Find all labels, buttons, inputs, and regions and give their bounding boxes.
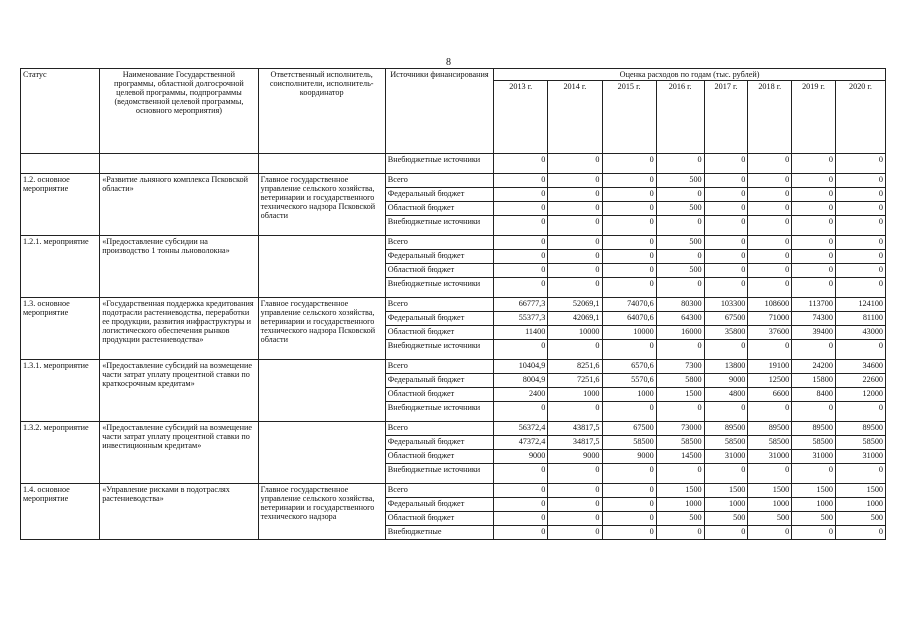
amount-cell: 43000 (835, 326, 885, 340)
amount-cell: 0 (835, 174, 885, 188)
funding-source-cell: Всего (385, 236, 493, 250)
amount-cell: 0 (494, 526, 548, 540)
table-row (21, 298, 886, 312)
amount-cell: 0 (494, 174, 548, 188)
amount-cell: 0 (748, 154, 792, 174)
amount-cell: 22600 (835, 374, 885, 388)
amount-cell: 0 (748, 264, 792, 278)
amount-cell: 89500 (704, 422, 748, 436)
amount-cell: 0 (602, 250, 656, 264)
amount-cell: 0 (748, 402, 792, 422)
amount-cell: 58500 (602, 436, 656, 450)
funding-source-cell: Всего (385, 484, 493, 498)
amount-cell: 0 (748, 188, 792, 202)
amount-cell: 89500 (792, 422, 836, 436)
amount-cell: 64300 (656, 312, 704, 326)
amount-cell: 0 (835, 340, 885, 360)
amount-cell: 16000 (656, 326, 704, 340)
amount-cell: 31000 (835, 450, 885, 464)
amount-cell: 0 (494, 250, 548, 264)
amount-cell: 0 (548, 512, 602, 526)
amount-cell: 9000 (704, 374, 748, 388)
amount-cell: 67500 (704, 312, 748, 326)
amount-cell: 34817,5 (548, 436, 602, 450)
funding-source-cell: Областной бюджет (385, 326, 493, 340)
amount-cell: 0 (704, 250, 748, 264)
amount-cell: 89500 (748, 422, 792, 436)
amount-cell: 89500 (835, 422, 885, 436)
status-cell: 1.3.1. мероприятие (21, 360, 100, 422)
amount-cell: 0 (656, 526, 704, 540)
amount-cell: 35800 (704, 326, 748, 340)
amount-cell: 0 (704, 264, 748, 278)
amount-cell: 0 (548, 250, 602, 264)
amount-cell: 0 (835, 236, 885, 250)
amount-cell: 0 (656, 278, 704, 298)
amount-cell: 500 (656, 264, 704, 278)
amount-cell: 0 (792, 464, 836, 484)
amount-cell: 0 (548, 188, 602, 202)
page-number: 8 (446, 57, 451, 68)
amount-cell: 0 (748, 202, 792, 216)
amount-cell: 66777,3 (494, 298, 548, 312)
header-year: 2013 г. (494, 81, 548, 154)
amount-cell: 0 (602, 340, 656, 360)
amount-cell: 0 (656, 216, 704, 236)
funding-source-cell: Федеральный бюджет (385, 498, 493, 512)
amount-cell: 1500 (656, 484, 704, 498)
funding-source-cell: Внебюджетные источники (385, 340, 493, 360)
amount-cell: 0 (602, 236, 656, 250)
funding-source-cell: Федеральный бюджет (385, 188, 493, 202)
amount-cell: 8004,9 (494, 374, 548, 388)
amount-cell: 0 (748, 236, 792, 250)
amount-cell: 55377,3 (494, 312, 548, 326)
program-name-cell: «Предоставление субсидий на возмещение части затрат уплату процентной ставки по краткосрочным кредитам» (100, 360, 258, 422)
amount-cell: 0 (835, 278, 885, 298)
table-row (21, 422, 886, 436)
amount-cell: 0 (602, 402, 656, 422)
program-name-cell: «Предоставление субсидий на возмещение части затрат уплату процентной ставки по инвестиционным кредитам» (100, 422, 258, 484)
amount-cell: 0 (602, 174, 656, 188)
amount-cell: 6600 (748, 388, 792, 402)
amount-cell: 0 (602, 264, 656, 278)
program-name-cell: «Государственная поддержка кредитования подотрасли растениеводства, переработки ее продукции, развития инфраструктуры и логистического обеспечения рынков продукции растениеводства» (100, 298, 258, 360)
header-sources: Источники финансирования (385, 69, 493, 154)
amount-cell: 0 (704, 278, 748, 298)
amount-cell: 43817,5 (548, 422, 602, 436)
amount-cell: 0 (748, 278, 792, 298)
program-name-cell: «Управление рисками в подотраслях растениеводства» (100, 484, 258, 540)
amount-cell: 0 (704, 464, 748, 484)
amount-cell: 64070,6 (602, 312, 656, 326)
amount-cell: 0 (835, 188, 885, 202)
amount-cell: 1000 (704, 498, 748, 512)
amount-cell: 500 (656, 174, 704, 188)
program-name-cell: «Развитие льняного комплекса Псковской области» (100, 174, 258, 236)
amount-cell: 113700 (792, 298, 836, 312)
amount-cell: 0 (494, 512, 548, 526)
amount-cell: 0 (602, 512, 656, 526)
amount-cell: 0 (835, 216, 885, 236)
amount-cell: 74070,6 (602, 298, 656, 312)
amount-cell: 0 (792, 174, 836, 188)
amount-cell: 12500 (748, 374, 792, 388)
amount-cell: 5570,6 (602, 374, 656, 388)
amount-cell: 1000 (748, 498, 792, 512)
amount-cell: 0 (792, 526, 836, 540)
amount-cell: 6570,6 (602, 360, 656, 374)
amount-cell: 0 (602, 216, 656, 236)
amount-cell: 0 (792, 250, 836, 264)
amount-cell: 0 (792, 264, 836, 278)
amount-cell: 0 (835, 250, 885, 264)
funding-source-cell: Всего (385, 298, 493, 312)
amount-cell: 0 (835, 264, 885, 278)
amount-cell: 34600 (835, 360, 885, 374)
amount-cell: 0 (494, 202, 548, 216)
funding-source-cell: Внебюджетные источники (385, 216, 493, 236)
amount-cell: 9000 (602, 450, 656, 464)
table-row (21, 236, 886, 250)
amount-cell: 58500 (792, 436, 836, 450)
amount-cell: 0 (792, 216, 836, 236)
amount-cell: 0 (792, 340, 836, 360)
amount-cell: 52069,1 (548, 298, 602, 312)
amount-cell: 0 (548, 340, 602, 360)
amount-cell: 0 (548, 464, 602, 484)
header-estimate: Оценка расходов по годам (тыс. рублей) (494, 69, 886, 81)
amount-cell: 19100 (748, 360, 792, 374)
amount-cell: 0 (704, 174, 748, 188)
amount-cell: 0 (835, 202, 885, 216)
amount-cell: 0 (602, 278, 656, 298)
funding-source-cell: Внебюджетные источники (385, 402, 493, 422)
amount-cell: 0 (602, 498, 656, 512)
status-cell: 1.3.2. мероприятие (21, 422, 100, 484)
amount-cell: 0 (548, 216, 602, 236)
amount-cell: 0 (548, 402, 602, 422)
amount-cell: 0 (494, 484, 548, 498)
amount-cell: 0 (748, 250, 792, 264)
amount-cell: 0 (704, 216, 748, 236)
amount-cell: 500 (748, 512, 792, 526)
amount-cell: 0 (494, 236, 548, 250)
funding-source-cell: Областной бюджет (385, 450, 493, 464)
amount-cell: 0 (748, 464, 792, 484)
header-year: 2016 г. (656, 81, 704, 154)
amount-cell: 9000 (494, 450, 548, 464)
amount-cell: 80300 (656, 298, 704, 312)
amount-cell: 58500 (704, 436, 748, 450)
amount-cell: 0 (494, 340, 548, 360)
amount-cell: 0 (494, 216, 548, 236)
amount-cell: 7251,6 (548, 374, 602, 388)
table-header (21, 69, 886, 154)
amount-cell: 1500 (656, 388, 704, 402)
program-name-cell: «Предоставление субсидии на производство 1 тонны льноволокна» (100, 236, 258, 298)
executor-cell: Главное государственное управление сельского хозяйства, ветеринарии и государственного технического надзора (258, 484, 385, 540)
amount-cell: 0 (494, 188, 548, 202)
table-row (21, 174, 886, 188)
amount-cell: 0 (835, 464, 885, 484)
funding-source-cell: Областной бюджет (385, 264, 493, 278)
amount-cell: 500 (656, 236, 704, 250)
amount-cell: 0 (548, 498, 602, 512)
amount-cell: 56372,4 (494, 422, 548, 436)
amount-cell: 0 (656, 402, 704, 422)
amount-cell: 1000 (548, 388, 602, 402)
header-executor: Ответственный исполнитель, соисполнители, исполнитель-координатор (258, 69, 385, 154)
amount-cell: 58500 (835, 436, 885, 450)
amount-cell: 0 (494, 402, 548, 422)
amount-cell: 108600 (748, 298, 792, 312)
amount-cell: 0 (548, 278, 602, 298)
table-row (21, 360, 886, 374)
amount-cell: 0 (704, 154, 748, 174)
amount-cell: 0 (548, 264, 602, 278)
funding-source-cell: Областной бюджет (385, 202, 493, 216)
amount-cell: 0 (548, 484, 602, 498)
amount-cell: 42069,1 (548, 312, 602, 326)
amount-cell: 0 (792, 154, 836, 174)
funding-source-cell: Федеральный бюджет (385, 436, 493, 450)
funding-source-cell: Всего (385, 174, 493, 188)
status-cell: 1.3. основное мероприятие (21, 298, 100, 360)
amount-cell: 24200 (792, 360, 836, 374)
amount-cell: 0 (792, 402, 836, 422)
amount-cell: 9000 (548, 450, 602, 464)
amount-cell: 8251,6 (548, 360, 602, 374)
header-year: 2014 г. (548, 81, 602, 154)
executor-cell (258, 360, 385, 422)
amount-cell: 0 (704, 236, 748, 250)
amount-cell: 1500 (704, 484, 748, 498)
amount-cell: 31000 (792, 450, 836, 464)
amount-cell: 0 (602, 484, 656, 498)
amount-cell: 0 (835, 154, 885, 174)
amount-cell: 0 (494, 264, 548, 278)
amount-cell: 0 (494, 464, 548, 484)
amount-cell: 10404,9 (494, 360, 548, 374)
funding-source-cell: Внебюджетные (385, 526, 493, 540)
amount-cell: 500 (704, 512, 748, 526)
amount-cell: 0 (704, 202, 748, 216)
amount-cell: 31000 (704, 450, 748, 464)
amount-cell: 37600 (748, 326, 792, 340)
amount-cell: 124100 (835, 298, 885, 312)
amount-cell: 11400 (494, 326, 548, 340)
amount-cell: 7300 (656, 360, 704, 374)
amount-cell: 0 (548, 202, 602, 216)
status-cell: 1.2.1. мероприятие (21, 236, 100, 298)
amount-cell: 0 (494, 154, 548, 174)
amount-cell: 5800 (656, 374, 704, 388)
amount-cell: 1500 (748, 484, 792, 498)
status-cell: 1.4. основное мероприятие (21, 484, 100, 540)
amount-cell: 0 (494, 278, 548, 298)
amount-cell: 71000 (748, 312, 792, 326)
amount-cell: 74300 (792, 312, 836, 326)
amount-cell: 0 (656, 154, 704, 174)
amount-cell: 1500 (835, 484, 885, 498)
amount-cell: 0 (656, 340, 704, 360)
header-year: 2020 г. (835, 81, 885, 154)
amount-cell: 81100 (835, 312, 885, 326)
amount-cell: 500 (835, 512, 885, 526)
amount-cell: 13800 (704, 360, 748, 374)
amount-cell: 47372,4 (494, 436, 548, 450)
amount-cell: 0 (602, 188, 656, 202)
amount-cell: 0 (835, 526, 885, 540)
amount-cell: 0 (704, 526, 748, 540)
status-cell (21, 154, 100, 174)
amount-cell: 0 (704, 402, 748, 422)
funding-source-cell: Федеральный бюджет (385, 250, 493, 264)
amount-cell: 2400 (494, 388, 548, 402)
amount-cell: 0 (602, 154, 656, 174)
amount-cell: 1000 (602, 388, 656, 402)
header-status: Статус (21, 69, 100, 154)
table-row (21, 154, 886, 174)
amount-cell: 0 (748, 526, 792, 540)
amount-cell: 8400 (792, 388, 836, 402)
amount-cell: 58500 (748, 436, 792, 450)
amount-cell: 0 (494, 498, 548, 512)
funding-source-cell: Областной бюджет (385, 512, 493, 526)
header-year: 2015 г. (602, 81, 656, 154)
amount-cell: 1000 (792, 498, 836, 512)
amount-cell: 0 (748, 340, 792, 360)
executor-cell (258, 154, 385, 174)
amount-cell: 58500 (656, 436, 704, 450)
funding-source-cell: Внебюджетные источники (385, 154, 493, 174)
amount-cell: 39400 (792, 326, 836, 340)
executor-cell (258, 422, 385, 484)
header-year: 2017 г. (704, 81, 748, 154)
amount-cell: 0 (548, 526, 602, 540)
amount-cell: 0 (704, 340, 748, 360)
amount-cell: 0 (748, 174, 792, 188)
amount-cell: 12000 (835, 388, 885, 402)
amount-cell: 10000 (602, 326, 656, 340)
amount-cell: 1500 (792, 484, 836, 498)
header-year: 2018 г. (748, 81, 792, 154)
funding-source-cell: Всего (385, 422, 493, 436)
amount-cell: 67500 (602, 422, 656, 436)
amount-cell: 500 (792, 512, 836, 526)
header-year: 2019 г. (792, 81, 836, 154)
program-name-cell (100, 154, 258, 174)
executor-cell (258, 236, 385, 298)
amount-cell: 0 (602, 202, 656, 216)
funding-source-cell: Областной бюджет (385, 388, 493, 402)
amount-cell: 103300 (704, 298, 748, 312)
amount-cell: 0 (602, 526, 656, 540)
amount-cell: 0 (792, 188, 836, 202)
funding-source-cell: Внебюджетные источники (385, 464, 493, 484)
funding-source-cell: Федеральный бюджет (385, 374, 493, 388)
executor-cell: Главное государственное управление сельского хозяйства, ветеринарии и государственного технического надзора Псковской области (258, 298, 385, 360)
amount-cell: 0 (656, 188, 704, 202)
amount-cell: 0 (548, 154, 602, 174)
amount-cell: 1000 (835, 498, 885, 512)
amount-cell: 0 (792, 236, 836, 250)
amount-cell: 10000 (548, 326, 602, 340)
amount-cell: 500 (656, 202, 704, 216)
status-cell: 1.2. основное мероприятие (21, 174, 100, 236)
amount-cell: 0 (792, 278, 836, 298)
funding-source-cell: Внебюджетные источники (385, 278, 493, 298)
executor-cell: Главное государственное управление сельского хозяйства, ветеринарии и государственного технического надзора Псковской области (258, 174, 385, 236)
amount-cell: 15800 (792, 374, 836, 388)
amount-cell: 1000 (656, 498, 704, 512)
amount-cell: 0 (548, 174, 602, 188)
amount-cell: 500 (656, 512, 704, 526)
amount-cell: 0 (792, 202, 836, 216)
funding-source-cell: Федеральный бюджет (385, 312, 493, 326)
amount-cell: 0 (748, 216, 792, 236)
amount-cell: 0 (704, 188, 748, 202)
budget-table (20, 68, 886, 540)
amount-cell: 0 (602, 464, 656, 484)
header-name: Наименование Государственной программы, областной долгосрочной целевой программы, подпрограммы (ведомственной целевой программы, основного мероприятия) (100, 69, 258, 154)
amount-cell: 0 (548, 236, 602, 250)
amount-cell: 0 (656, 464, 704, 484)
amount-cell: 73000 (656, 422, 704, 436)
amount-cell: 0 (835, 402, 885, 422)
table-body (21, 154, 886, 540)
amount-cell: 31000 (748, 450, 792, 464)
amount-cell: 14500 (656, 450, 704, 464)
funding-source-cell: Всего (385, 360, 493, 374)
table-row (21, 484, 886, 498)
amount-cell: 4800 (704, 388, 748, 402)
amount-cell: 0 (656, 250, 704, 264)
